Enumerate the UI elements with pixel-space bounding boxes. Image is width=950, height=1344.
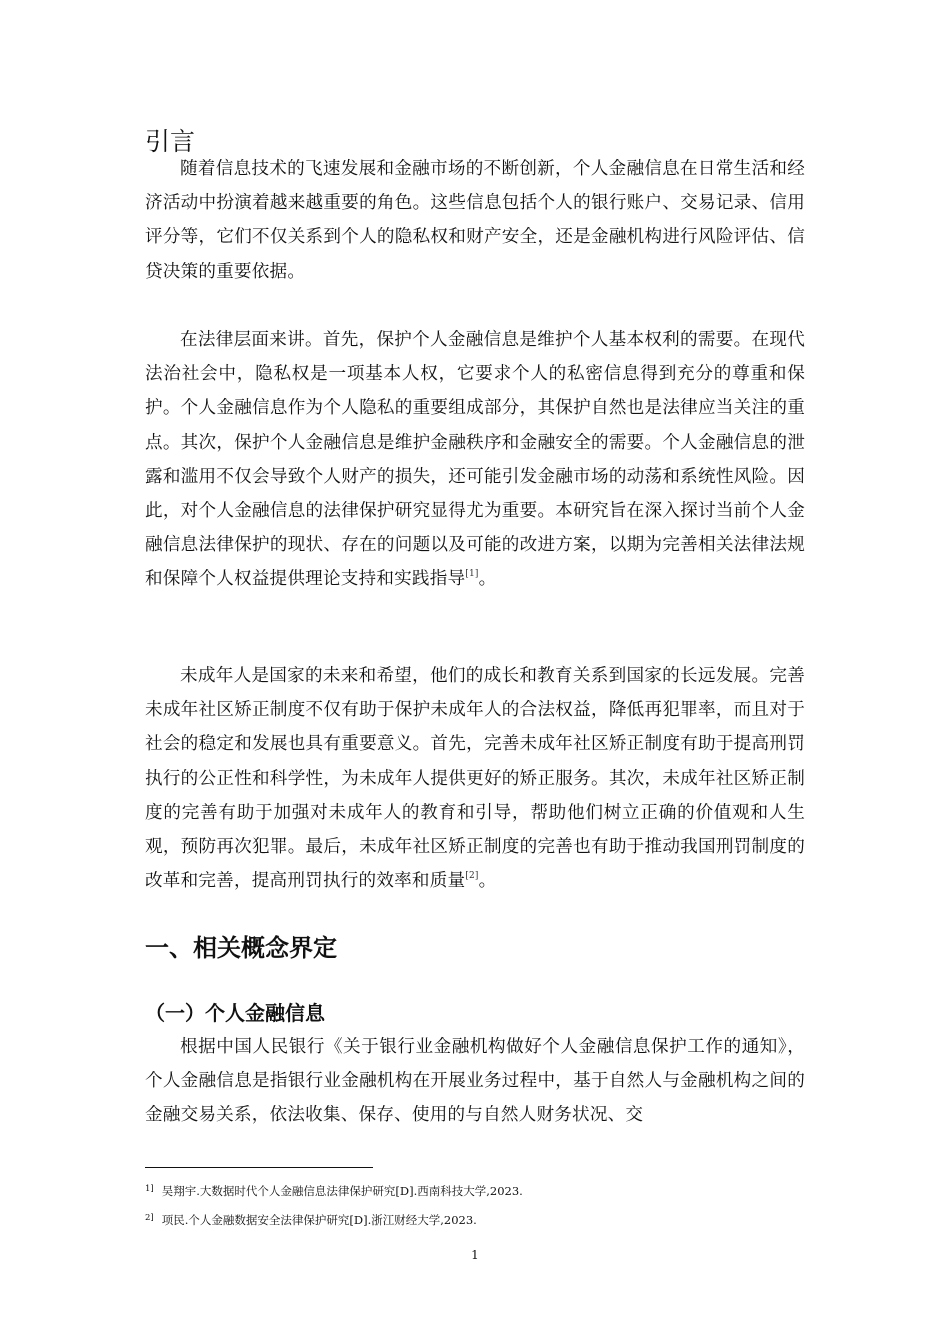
citation-ref-2[interactable]: [2] <box>465 871 479 882</box>
section-heading: 一、相关概念界定 <box>145 934 337 962</box>
subsection-heading: （一）个人金融信息 <box>145 1001 325 1025</box>
citation-ref-1[interactable]: [1] <box>465 569 479 580</box>
paragraph-text: 未成年人是国家的未来和希望，他们的成长和教育关系到国家的长远发展。完善未成年社区矫正制度不仅有助于保护未成年人的合法权益，降低再犯罪率，而且对于社会的稳定和发展也具有重要意义。首先，完善未成年社区矫正制度有助于提高刑罚执行的公正性和科学性，为未成年人提供更好的矫正服务。其次，未成年社区矫正制度的完善有助于加强对未成年人的教育和引导，帮助他们树立正确的价值观和人生观，预防再次犯罪。最后，未成年社区矫正制度的完善也有助于推动我国刑罚制度的改革和完善，提高刑罚执行的效率和质量 <box>145 666 805 892</box>
paragraph-text: 在法律层面来讲。首先，保护个人金融信息是维护个人基本权利的需要。在现代法治社会中，隐私权是一项基本人权，它要求个人的私密信息得到充分的尊重和保护。个人金融信息作为个人隐私的重要组成部分，其保护自然也是法律应当关注的重点。其次，保护个人金融信息是维护金融秩序和金融安全的需要。个人金融信息的泄露和滥用不仅会导致个人财产的损失，还可能引发金融市场的动荡和系统性风险。因此，对个人金融信息的法律保护研究显得尤为重要。本研究旨在深入探讨当前个人金融信息法律保护的现状、存在的问题以及可能的改进方案，以期为完善相关法律法规和保障个人权益提供理论支持和实践指导 <box>145 330 805 590</box>
paragraph-end: 。 <box>478 871 497 892</box>
footnote-2 <box>145 1210 477 1228</box>
footnote-number: 2] <box>145 1213 154 1223</box>
intro-paragraph-3 <box>145 659 805 898</box>
intro-paragraph-2 <box>145 323 805 597</box>
intro-paragraph-1: 随着信息技术的飞速发展和金融市场的不断创新，个人金融信息在日常生活和经济活动中扮演着越来越重要的角色。这些信息包括个人的银行账户、交易记录、信用评分等，它们不仅关系到个人的隐私权和财产安全，还是金融机构进行风险评估、信贷决策的重要依据。 <box>145 159 805 282</box>
footnote-separator <box>145 1167 373 1168</box>
page-number: 1 <box>471 1248 479 1262</box>
footnote-text: 项民.个人金融数据安全法律保护研究[D].浙江财经大学,2023. <box>161 1213 477 1227</box>
subsection-paragraph-1: 根据中国人民银行《关于银行业金融机构做好个人金融信息保护工作的通知》，个人金融信息是指银行业金融机构在开展业务过程中，基于自然人与金融机构之间的金融交易关系，依法收集、保存、使用的与自然人财务状况、交 <box>145 1037 805 1126</box>
intro-heading: 引言 <box>145 127 196 156</box>
footnote-text: 吴翔宇.大数据时代个人金融信息法律保护研究[D].西南科技大学,2023. <box>161 1184 523 1198</box>
paragraph-end: 。 <box>478 569 497 590</box>
footnote-1 <box>145 1181 523 1199</box>
footnote-number: 1] <box>145 1184 154 1194</box>
